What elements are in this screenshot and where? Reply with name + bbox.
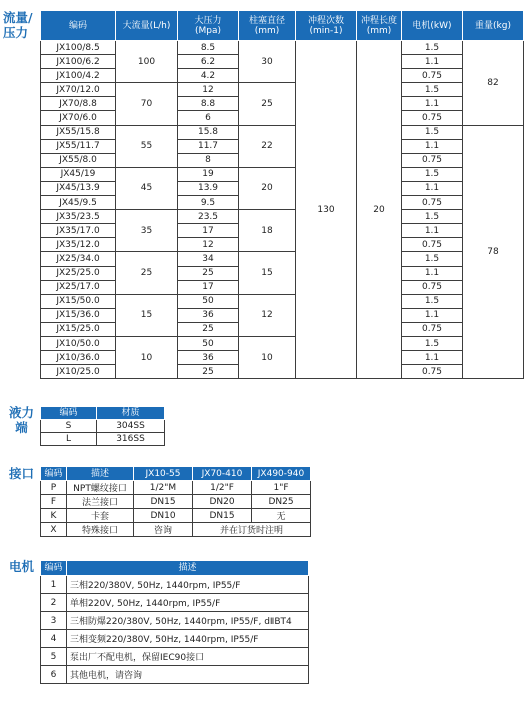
model-code-cell: JX25/25.0 — [41, 266, 116, 280]
motor-power-cell: 0.75 — [402, 322, 463, 336]
motor-power-cell: 0.75 — [402, 280, 463, 294]
header-cell: JX10-55 — [134, 467, 193, 481]
header-cell: 电机(kW) — [402, 11, 463, 41]
plunger-diameter-cell: 22 — [239, 125, 296, 167]
port-row — [41, 523, 311, 537]
spec-row — [41, 252, 524, 266]
motor-power-cell: 1.5 — [402, 294, 463, 308]
model-code-cell: JX25/17.0 — [41, 280, 116, 294]
motor-power-cell: 0.75 — [402, 153, 463, 167]
motor-row — [41, 630, 309, 648]
model-code-cell: JX25/34.0 — [41, 252, 116, 266]
max-pressure-cell: 8.5 — [178, 41, 239, 55]
max-pressure-cell: 25 — [178, 365, 239, 379]
header-cell: 大压力 (Mpa) — [178, 11, 239, 41]
model-code-cell: JX10/36.0 — [41, 351, 116, 365]
model-code-cell: JX45/19 — [41, 167, 116, 181]
hydraulic-end-label: 液力 端 — [9, 405, 35, 435]
max-flow-cell: 55 — [116, 125, 178, 167]
model-code-cell: JX15/50.0 — [41, 294, 116, 308]
spec-row — [41, 83, 524, 97]
motor-power-cell: 0.75 — [402, 111, 463, 125]
max-flow-cell: 45 — [116, 167, 178, 209]
max-pressure-cell: 23.5 — [178, 210, 239, 224]
material-row — [41, 420, 165, 433]
motor-power-cell: 1.5 — [402, 210, 463, 224]
max-pressure-cell: 36 — [178, 308, 239, 322]
port-size-cell: 无 — [252, 509, 311, 523]
port-code-cell: K — [41, 509, 67, 523]
model-code-cell: JX100/8.5 — [41, 41, 116, 55]
header-cell: JX490-940 — [252, 467, 311, 481]
port-code-cell: X — [41, 523, 67, 537]
motor-power-cell: 0.75 — [402, 365, 463, 379]
stroke-length-cell: 20 — [357, 41, 402, 379]
max-pressure-cell: 19 — [178, 167, 239, 181]
motor-desc-cell: 泵出厂不配电机，保留IEC90接口 — [67, 648, 309, 666]
max-flow-cell: 25 — [116, 252, 178, 294]
spec-row — [41, 125, 524, 139]
model-code-cell: JX10/50.0 — [41, 336, 116, 350]
motor-desc-cell: 三相220/380V, 50Hz, 1440rpm, IP55/F — [67, 576, 309, 594]
motor-code-cell: 2 — [41, 594, 67, 612]
model-code-cell: JX35/23.5 — [41, 210, 116, 224]
header-cell: 冲程长度 (mm) — [357, 11, 402, 41]
motor-power-cell: 1.1 — [402, 139, 463, 153]
port-desc-cell: 特殊接口 — [67, 523, 134, 537]
motor-code-cell: 4 — [41, 630, 67, 648]
max-pressure-cell: 9.5 — [178, 196, 239, 210]
header-cell: 编码 — [41, 407, 97, 420]
max-pressure-cell: 13.9 — [178, 181, 239, 195]
plunger-diameter-cell: 25 — [239, 83, 296, 125]
motor-table — [40, 560, 309, 684]
model-code-cell: JX15/36.0 — [41, 308, 116, 322]
max-pressure-cell: 12 — [178, 83, 239, 97]
material-cell: 304SS — [97, 420, 165, 433]
port-size-cell: 咨询 — [134, 523, 193, 537]
motor-label: 电机 — [9, 559, 35, 574]
port-note-cell: 并在订货时注明 — [193, 523, 311, 537]
max-pressure-cell: 25 — [178, 322, 239, 336]
header-cell: 编码 — [41, 11, 116, 41]
header-cell: 重量(kg) — [463, 11, 524, 41]
model-code-cell: JX55/15.8 — [41, 125, 116, 139]
spec-table-header — [41, 11, 524, 41]
header-cell: 描述 — [67, 561, 309, 576]
max-pressure-cell: 36 — [178, 351, 239, 365]
hydraulic-end-header — [41, 407, 165, 420]
motor-power-cell: 1.1 — [402, 181, 463, 195]
max-flow-cell: 100 — [116, 41, 178, 83]
model-code-cell: JX10/25.0 — [41, 365, 116, 379]
max-pressure-cell: 11.7 — [178, 139, 239, 153]
motor-code-cell: 1 — [41, 576, 67, 594]
port-table — [40, 466, 311, 537]
max-flow-cell: 70 — [116, 83, 178, 125]
spec-row — [41, 167, 524, 181]
spec-table — [40, 10, 524, 379]
max-pressure-cell: 15.8 — [178, 125, 239, 139]
plunger-diameter-cell: 30 — [239, 41, 296, 83]
motor-power-cell: 1.1 — [402, 351, 463, 365]
flow-pressure-label: 流量/ 压力 — [3, 10, 33, 40]
header-cell: 大流量(L/h) — [116, 11, 178, 41]
motor-power-cell: 0.75 — [402, 238, 463, 252]
motor-row — [41, 576, 309, 594]
motor-row — [41, 612, 309, 630]
port-row — [41, 481, 311, 495]
max-pressure-cell: 4.2 — [178, 69, 239, 83]
port-code-cell: P — [41, 481, 67, 495]
header-cell: 材质 — [97, 407, 165, 420]
motor-table-header — [41, 561, 309, 576]
header-cell: 编码 — [41, 561, 67, 576]
header-cell: 柱塞直径 (mm) — [239, 11, 296, 41]
motor-code-cell: 3 — [41, 612, 67, 630]
material-row — [41, 433, 165, 446]
port-size-cell: 1/2"M — [134, 481, 193, 495]
max-pressure-cell: 25 — [178, 266, 239, 280]
motor-desc-cell: 三相防爆220/380V, 50Hz, 1440rpm, IP55/F, dⅡBT4 — [67, 612, 309, 630]
motor-desc-cell: 其他电机，请咨询 — [67, 666, 309, 684]
max-pressure-cell: 6.2 — [178, 55, 239, 69]
port-code-cell: F — [41, 495, 67, 509]
motor-row — [41, 594, 309, 612]
motor-desc-cell: 三相变频220/380V, 50Hz, 1440rpm, IP55/F — [67, 630, 309, 648]
hydraulic-end-table — [40, 406, 165, 446]
spec-row — [41, 336, 524, 350]
plunger-diameter-cell: 18 — [239, 210, 296, 252]
port-size-cell: 1/2"F — [193, 481, 252, 495]
port-size-cell: DN10 — [134, 509, 193, 523]
motor-power-cell: 1.5 — [402, 252, 463, 266]
material-cell: 316SS — [97, 433, 165, 446]
max-pressure-cell: 8.8 — [178, 97, 239, 111]
plunger-diameter-cell: 15 — [239, 252, 296, 294]
motor-power-cell: 0.75 — [402, 196, 463, 210]
spec-row — [41, 294, 524, 308]
model-code-cell: JX70/6.0 — [41, 111, 116, 125]
motor-code-cell: 5 — [41, 648, 67, 666]
motor-power-cell: 1.5 — [402, 125, 463, 139]
motor-row — [41, 666, 309, 684]
port-desc-cell: 法兰接口 — [67, 495, 134, 509]
model-code-cell: JX70/12.0 — [41, 83, 116, 97]
model-code-cell: JX35/12.0 — [41, 238, 116, 252]
spec-row — [41, 210, 524, 224]
max-pressure-cell: 12 — [178, 238, 239, 252]
stroke-rate-cell: 130 — [296, 41, 357, 379]
motor-power-cell: 0.75 — [402, 69, 463, 83]
plunger-diameter-cell: 12 — [239, 294, 296, 336]
motor-code-cell: 6 — [41, 666, 67, 684]
model-code-cell: JX70/8.8 — [41, 97, 116, 111]
max-pressure-cell: 8 — [178, 153, 239, 167]
port-size-cell: DN25 — [252, 495, 311, 509]
max-pressure-cell: 17 — [178, 224, 239, 238]
model-code-cell: JX15/25.0 — [41, 322, 116, 336]
port-size-cell: 1"F — [252, 481, 311, 495]
max-pressure-cell: 17 — [178, 280, 239, 294]
spec-row — [41, 41, 524, 55]
max-flow-cell: 15 — [116, 294, 178, 336]
header-cell: 冲程次数 (min-1) — [296, 11, 357, 41]
port-size-cell: DN15 — [193, 509, 252, 523]
plunger-diameter-cell: 20 — [239, 167, 296, 209]
material-code-cell: S — [41, 420, 97, 433]
motor-power-cell: 1.5 — [402, 83, 463, 97]
motor-power-cell: 1.1 — [402, 266, 463, 280]
motor-row — [41, 648, 309, 666]
port-size-cell: DN15 — [134, 495, 193, 509]
weight-cell: 82 — [463, 41, 524, 126]
motor-power-cell: 1.1 — [402, 55, 463, 69]
motor-power-cell: 1.1 — [402, 97, 463, 111]
port-row — [41, 509, 311, 523]
header-cell: JX70-410 — [193, 467, 252, 481]
weight-cell: 78 — [463, 125, 524, 379]
model-code-cell: JX55/8.0 — [41, 153, 116, 167]
max-pressure-cell: 34 — [178, 252, 239, 266]
header-cell: 编码 — [41, 467, 67, 481]
motor-power-cell: 1.5 — [402, 336, 463, 350]
port-row — [41, 495, 311, 509]
motor-power-cell: 1.5 — [402, 167, 463, 181]
model-code-cell: JX100/4.2 — [41, 69, 116, 83]
max-pressure-cell: 6 — [178, 111, 239, 125]
max-pressure-cell: 50 — [178, 294, 239, 308]
model-code-cell: JX45/9.5 — [41, 196, 116, 210]
port-size-cell: DN20 — [193, 495, 252, 509]
port-label: 接口 — [9, 466, 35, 481]
max-pressure-cell: 50 — [178, 336, 239, 350]
material-code-cell: L — [41, 433, 97, 446]
port-desc-cell: 卡套 — [67, 509, 134, 523]
port-desc-cell: NPT螺纹接口 — [67, 481, 134, 495]
plunger-diameter-cell: 10 — [239, 336, 296, 378]
max-flow-cell: 10 — [116, 336, 178, 378]
model-code-cell: JX55/11.7 — [41, 139, 116, 153]
model-code-cell: JX100/6.2 — [41, 55, 116, 69]
motor-desc-cell: 单相220V, 50Hz, 1440rpm, IP55/F — [67, 594, 309, 612]
header-cell: 描述 — [67, 467, 134, 481]
motor-power-cell: 1.1 — [402, 224, 463, 238]
model-code-cell: JX35/17.0 — [41, 224, 116, 238]
max-flow-cell: 35 — [116, 210, 178, 252]
port-table-header — [41, 467, 311, 481]
model-code-cell: JX45/13.9 — [41, 181, 116, 195]
motor-power-cell: 1.5 — [402, 41, 463, 55]
motor-power-cell: 1.1 — [402, 308, 463, 322]
